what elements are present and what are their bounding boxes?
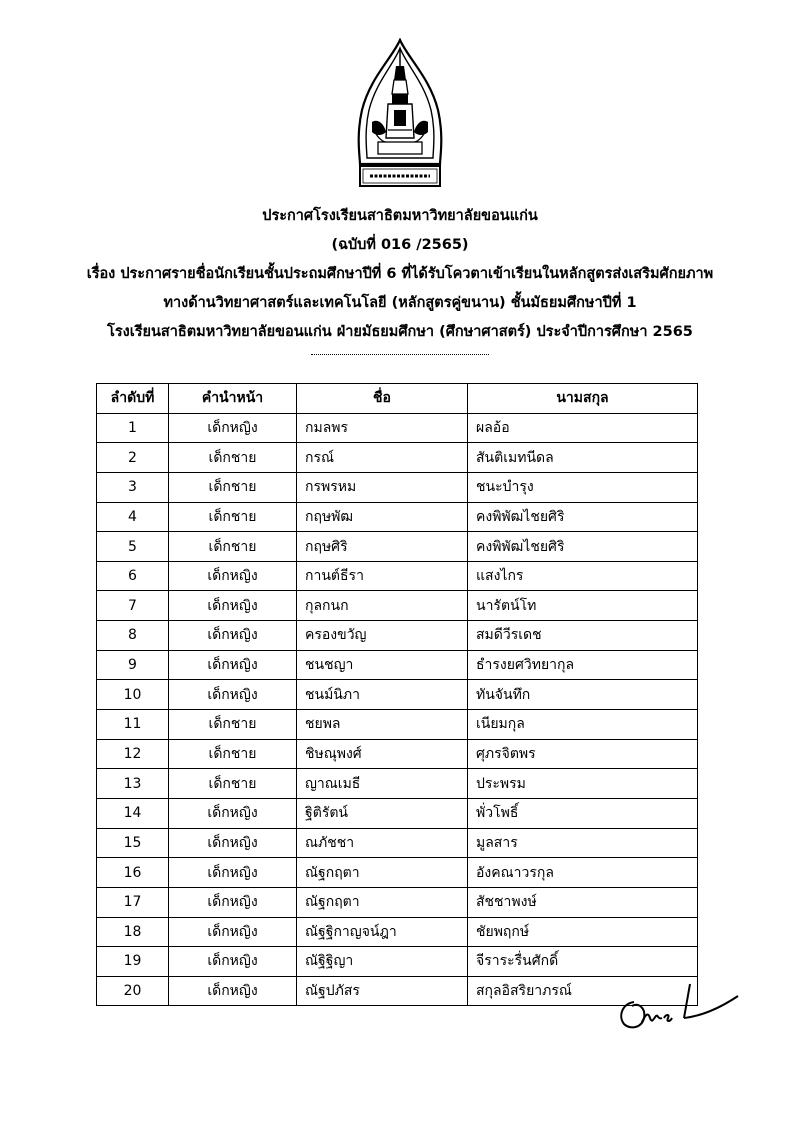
cell-surname: ชนะบำรุง <box>468 472 698 502</box>
cell-surname: ชัยพฤกษ์ <box>468 917 698 947</box>
cell-order: 6 <box>97 561 169 591</box>
announcement-subject-line2: ทางด้านวิทยาศาสตร์และเทคโนโลยี (หลักสูตรคู่ขนาน) ชั้นมัธยมศึกษาปีที่ 1 <box>163 295 637 311</box>
cell-prefix: เด็กชาย <box>169 710 297 740</box>
announcement-subject: เรื่อง ประกาศรายชื่อนักเรียนชั้นประถมศึกษาปีที่ 6 ที่ได้รับโควตาเข้าเรียนในหลักสูตรส่งเสริมศักยภาพ <box>86 266 714 282</box>
cell-order: 4 <box>97 502 169 532</box>
cell-prefix: เด็กหญิง <box>169 591 297 621</box>
cell-prefix: เด็กหญิง <box>169 798 297 828</box>
cell-prefix: เด็กหญิง <box>169 976 297 1006</box>
cell-surname: ประพรม <box>468 769 698 799</box>
cell-surname: นารัตน์โท <box>468 591 698 621</box>
table-row <box>97 591 698 621</box>
cell-first-name: ชิษณุพงศ์ <box>297 739 468 769</box>
table-row <box>97 769 698 799</box>
dotted-separator <box>311 354 489 355</box>
table-row <box>97 502 698 532</box>
announcement-title: ประกาศโรงเรียนสาธิตมหาวิทยาลัยขอนแก่น <box>262 208 538 224</box>
table-row <box>97 710 698 740</box>
cell-prefix: เด็กชาย <box>169 532 297 562</box>
cell-first-name: กานต์ธีรา <box>297 561 468 591</box>
announcement-number: (ฉบับที่ 016 /2565) <box>331 237 469 253</box>
cell-first-name: ครองขวัญ <box>297 621 468 651</box>
cell-first-name: ฐิติรัตน์ <box>297 798 468 828</box>
table-body <box>97 413 698 1006</box>
table-row <box>97 798 698 828</box>
cell-order: 15 <box>97 828 169 858</box>
cell-first-name: กฤษพัฒ <box>297 502 468 532</box>
cell-surname: คงพิพัฒไชยศิริ <box>468 502 698 532</box>
cell-surname: สันติเมทนีดล <box>468 443 698 473</box>
cell-prefix: เด็กหญิง <box>169 621 297 651</box>
cell-prefix: เด็กหญิง <box>169 887 297 917</box>
cell-prefix: เด็กหญิง <box>169 650 297 680</box>
cell-order: 14 <box>97 798 169 828</box>
cell-order: 18 <box>97 917 169 947</box>
cell-order: 20 <box>97 976 169 1006</box>
cell-prefix: เด็กหญิง <box>169 680 297 710</box>
column-header-surname: นามสกุล <box>468 384 698 414</box>
cell-order: 19 <box>97 947 169 977</box>
cell-first-name: ณัฐกฤตา <box>297 887 468 917</box>
cell-order: 16 <box>97 858 169 888</box>
cell-order: 12 <box>97 739 169 769</box>
cell-order: 8 <box>97 621 169 651</box>
table-row <box>97 532 698 562</box>
cell-first-name: กมลพร <box>297 413 468 443</box>
cell-first-name: กุลกนก <box>297 591 468 621</box>
cell-first-name: กรพรหม <box>297 472 468 502</box>
cell-first-name: กฤษศิริ <box>297 532 468 562</box>
column-header-prefix: คำนำหน้า <box>169 384 297 414</box>
announcement-subject-line3: โรงเรียนสาธิตมหาวิทยาลัยขอนแก่น ฝ่ายมัธยมศึกษา (ศึกษาศาสตร์) ประจำปีการศึกษา 2565 <box>107 324 693 340</box>
cell-order: 11 <box>97 710 169 740</box>
cell-surname: สัชชาพงษ์ <box>468 887 698 917</box>
cell-prefix: เด็กชาย <box>169 769 297 799</box>
table-row <box>97 621 698 651</box>
cell-order: 7 <box>97 591 169 621</box>
cell-first-name: ณัฐปภัสร <box>297 976 468 1006</box>
cell-prefix: เด็กชาย <box>169 472 297 502</box>
cell-first-name: ชยพล <box>297 710 468 740</box>
cell-prefix: เด็กชาย <box>169 443 297 473</box>
cell-prefix: เด็กหญิง <box>169 947 297 977</box>
cell-surname: มูลสาร <box>468 828 698 858</box>
table-header-row <box>97 384 698 414</box>
cell-surname: แสงไกร <box>468 561 698 591</box>
cell-first-name: ณัฐฐิกาญจน์ฎา <box>297 917 468 947</box>
cell-order: 5 <box>97 532 169 562</box>
cell-prefix: เด็กชาย <box>169 502 297 532</box>
cell-surname: อังคณาวรกุล <box>468 858 698 888</box>
cell-surname: เนียมกุล <box>468 710 698 740</box>
table-row <box>97 680 698 710</box>
cell-first-name: ณัฐกฤตา <box>297 858 468 888</box>
cell-prefix: เด็กชาย <box>169 739 297 769</box>
table-row <box>97 858 698 888</box>
cell-surname: พั่วโพธิ์ <box>468 798 698 828</box>
cell-order: 1 <box>97 413 169 443</box>
table-row <box>97 887 698 917</box>
cell-first-name: กรณ์ <box>297 443 468 473</box>
cell-surname: ทันจันทึก <box>468 680 698 710</box>
cell-order: 10 <box>97 680 169 710</box>
cell-prefix: เด็กหญิง <box>169 828 297 858</box>
table-row <box>97 828 698 858</box>
cell-surname: สมดีวีรเดช <box>468 621 698 651</box>
cell-surname: ศุภรจิตพร <box>468 739 698 769</box>
table-row <box>97 917 698 947</box>
cell-prefix: เด็กหญิง <box>169 917 297 947</box>
column-header-order: ลำดับที่ <box>97 384 169 414</box>
table-row <box>97 947 698 977</box>
cell-order: 2 <box>97 443 169 473</box>
cell-first-name: ชนชญา <box>297 650 468 680</box>
cell-order: 9 <box>97 650 169 680</box>
table-row <box>97 739 698 769</box>
table-row <box>97 976 698 1006</box>
cell-first-name: ณัฐิฐิญา <box>297 947 468 977</box>
cell-first-name: ชนม์นิภา <box>297 680 468 710</box>
cell-surname: ผลอ้อ <box>468 413 698 443</box>
cell-surname: จีราระรื่นศักดิ์ <box>468 947 698 977</box>
table-row <box>97 413 698 443</box>
table-row <box>97 650 698 680</box>
table-row <box>97 561 698 591</box>
cell-order: 3 <box>97 472 169 502</box>
table-row <box>97 472 698 502</box>
cell-surname: ธำรงยศวิทยากุล <box>468 650 698 680</box>
cell-prefix: เด็กหญิง <box>169 858 297 888</box>
cell-surname: คงพิพัฒไชยศิริ <box>468 532 698 562</box>
cell-prefix: เด็กหญิง <box>169 413 297 443</box>
signature <box>612 978 742 1034</box>
student-list-table <box>96 383 698 1006</box>
column-header-name: ชื่อ <box>297 384 468 414</box>
cell-first-name: ญาณเมธี <box>297 769 468 799</box>
cell-first-name: ณภัชชา <box>297 828 468 858</box>
table-row <box>97 443 698 473</box>
cell-prefix: เด็กหญิง <box>169 561 297 591</box>
university-seal-logo <box>352 38 448 194</box>
cell-surname: สกุลอิสริยาภรณ์ <box>468 976 698 1006</box>
cell-order: 17 <box>97 887 169 917</box>
cell-order: 13 <box>97 769 169 799</box>
